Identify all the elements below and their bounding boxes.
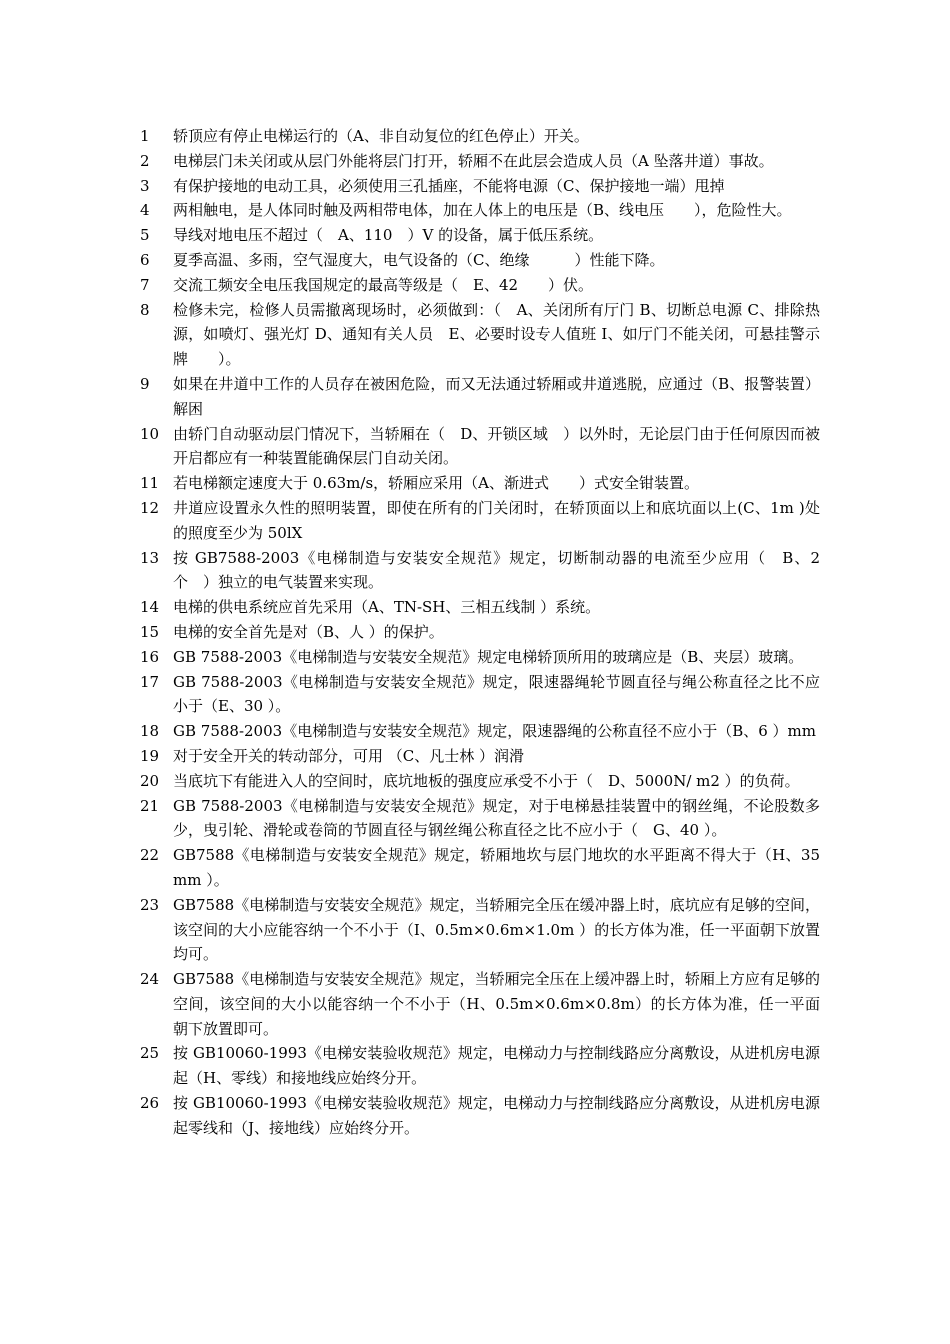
question-number: 16 [140, 647, 160, 666]
question-number: 15 [140, 622, 160, 641]
question-text: 轿顶应有停止电梯运行的（A、非自动复位的红色停止）开关。 [173, 127, 589, 145]
question-item [140, 273, 820, 298]
question-number: 21 [140, 796, 160, 815]
question-number: 5 [140, 226, 150, 245]
question-text: 由轿门自动驱动层门情况下，当轿厢在（ D、开锁区域 ）以外时，无论层门由于任何原因而被开启都应有一种装置能确保层门自动关闭。 [173, 424, 820, 468]
question-number: 8 [140, 300, 150, 319]
question-number: 18 [140, 722, 160, 741]
question-number: 14 [140, 598, 160, 617]
question-number: 4 [140, 201, 150, 220]
question-number: 17 [140, 672, 160, 691]
question-item [140, 1091, 820, 1141]
question-text: 如果在井道中工作的人员存在被困危险，而又无法通过轿厢或井道逃脱，应通过（B、报警装置）解困 [173, 374, 820, 418]
question-item [140, 719, 820, 744]
question-text: 井道应设置永久性的照明装置，即使在所有的门关闭时，在轿顶面以上和底坑面以上(C、1m )处的照度至少为 50lX [173, 498, 820, 542]
question-item [140, 372, 820, 422]
question-number: 7 [140, 275, 150, 294]
question-number: 3 [140, 176, 150, 195]
question-text: GB 7588-2003《电梯制造与安装安全规范》规定，对于电梯悬挂装置中的钢丝绳，不论股数多少，曳引轮、滑轮或卷筒的节圆直径与钢丝绳公称直径之比不应小于（ G、40 ）。 [173, 796, 820, 840]
question-item [140, 645, 820, 670]
question-text: GB7588《电梯制造与安装安全规范》规定，轿厢地坎与层门地坎的水平距离不得大于（H、35mm ）。 [173, 846, 820, 889]
question-text: 按 GB10060-1993《电梯安装验收规范》规定，电梯动力与控制线路应分离敷设，从进机房电源起零线和（J、接地线）应始终分开。 [173, 1094, 820, 1137]
question-item [140, 198, 820, 223]
question-number: 6 [140, 250, 150, 269]
question-text: 夏季高温、多雨，空气湿度大，电气设备的（C、绝缘 ）性能下降。 [173, 250, 665, 269]
question-item [140, 248, 820, 273]
question-number: 9 [140, 374, 150, 393]
question-item [140, 893, 820, 967]
question-text: GB7588《电梯制造与安装安全规范》规定，当轿厢完全压在缓冲器上时，底坑应有足够的空间，该空间的大小应能容纳一个不小于（I、0.5m×0.6m×1.0m ）的长方体为准，任一平面朝下放置均可。 [173, 895, 820, 964]
question-text: 电梯的安全首先是对（B、人 ）的保护。 [173, 622, 444, 641]
question-number: 26 [140, 1094, 160, 1113]
question-number: 19 [140, 746, 160, 765]
question-item [140, 595, 820, 620]
question-number: 1 [140, 127, 150, 145]
question-text: GB 7588-2003《电梯制造与安装安全规范》规定，限速器绳的公称直径不应小于（B、6 ）mm [173, 722, 816, 741]
question-text: 当底坑下有能进入人的空间时，底坑地板的强度应承受不小于（ D、5000N/ m2 ）的负荷。 [173, 771, 800, 790]
question-number: 25 [140, 1044, 160, 1063]
question-text: 检修未完，检修人员需撤离现场时，必须做到：（ A、关闭所有厅门 B、切断总电源 C、排除热源，如喷灯、强光灯 D、通知有关人员 E、必要时设专人值班 I、如厅门不能关闭，可悬挂警示牌 ）。 [173, 300, 820, 369]
question-text: 对于安全开关的转动部分，可用 （C、凡士林 ）润滑 [173, 746, 525, 765]
question-number: 22 [140, 846, 160, 865]
question-item [140, 620, 820, 645]
question-item [140, 471, 820, 496]
question-text: 按 GB7588-2003《电梯制造与安装安全规范》规定，切断制动器的电流至少应用（ B、2 个 ）独立的电气装置来实现。 [173, 548, 820, 592]
question-item [140, 422, 820, 472]
question-item [140, 794, 820, 844]
question-text: 交流工频安全电压我国规定的最高等级是（ E、42 ）伏。 [173, 275, 594, 294]
question-item [140, 124, 820, 149]
question-item [140, 1041, 820, 1091]
question-number: 20 [140, 771, 160, 790]
question-item [140, 174, 820, 199]
question-text: 电梯的供电系统应首先采用（A、TN-SH、三相五线制 ）系统。 [173, 598, 601, 617]
question-item [140, 298, 820, 372]
question-text: GB7588《电梯制造与安装安全规范》规定，当轿厢完全压在上缓冲器上时，轿厢上方应有足够的空间，该空间的大小以能容纳一个不小于（H、0.5m×0.6m×0.8m）的长方体为准，任一平面朝下放置即可。 [173, 970, 820, 1038]
question-item [140, 223, 820, 248]
question-number: 10 [140, 424, 160, 443]
question-text: 两相触电，是人体同时触及两相带电体，加在人体上的电压是（B、线电压 ），危险性大。 [173, 201, 792, 220]
question-number: 11 [140, 474, 160, 493]
question-text: 有保护接地的电动工具，必须使用三孔插座，不能将电源（C、保护接地一端）甩掉 [173, 176, 725, 195]
question-item [140, 843, 820, 893]
question-text: 若电梯额定速度大于 0.63m/s，轿厢应采用（A、渐进式 ）式安全钳装置。 [173, 474, 699, 493]
question-number: 24 [140, 970, 160, 989]
question-number: 13 [140, 548, 160, 567]
question-number: 2 [140, 151, 150, 170]
question-item [140, 769, 820, 794]
question-number: 12 [140, 498, 160, 517]
question-item [140, 744, 820, 769]
question-text: GB 7588-2003《电梯制造与安装安全规范》规定，限速器绳轮节圆直径与绳公称直径之比不应小于（E、30 ）。 [173, 672, 820, 716]
question-text: GB 7588-2003《电梯制造与安装安全规范》规定电梯轿顶所用的玻璃应是（B、夹层）玻璃。 [173, 647, 804, 666]
question-number: 23 [140, 895, 160, 914]
question-item [140, 496, 820, 546]
question-item [140, 670, 820, 720]
question-text: 导线对地电压不超过（ A、110 ）V 的设备，属于低压系统。 [173, 226, 604, 245]
question-list [140, 124, 820, 1141]
question-item [140, 546, 820, 596]
question-item [140, 149, 820, 174]
question-text: 电梯层门未关闭或从层门外能将层门打开，轿厢不在此层会造成人员（A 坠落井道）事故。 [173, 151, 774, 170]
question-item [140, 967, 820, 1041]
question-text: 按 GB10060-1993《电梯安装验收规范》规定，电梯动力与控制线路应分离敷设，从进机房电源起（H、零线）和接地线应始终分开。 [173, 1044, 820, 1088]
